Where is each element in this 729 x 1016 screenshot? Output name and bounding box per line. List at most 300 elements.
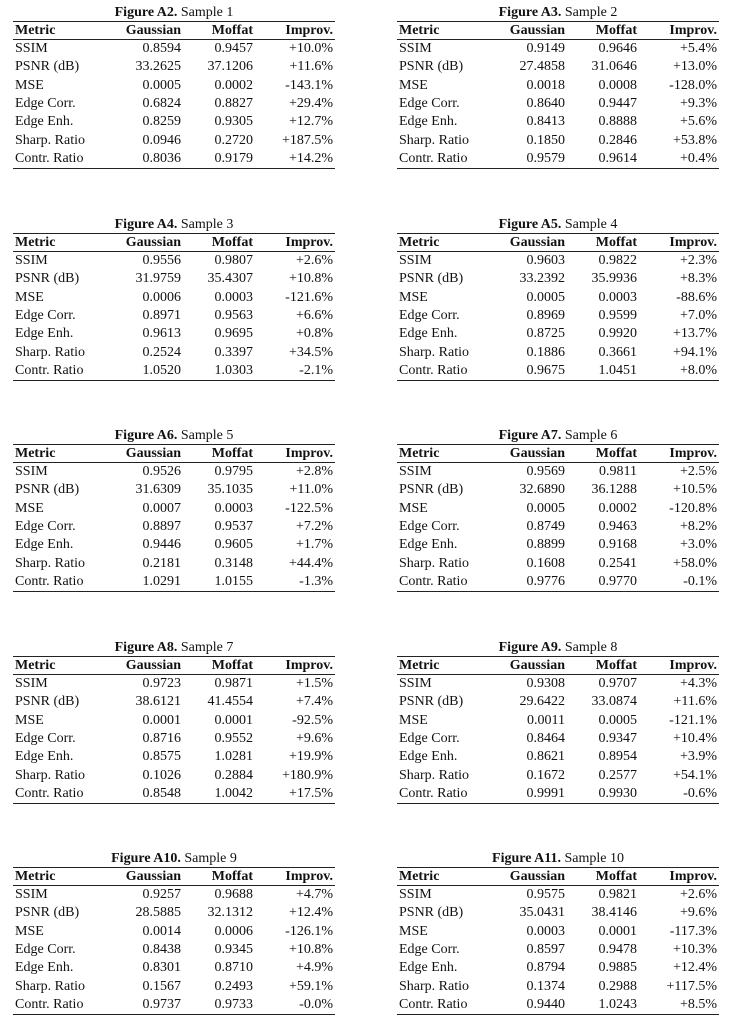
cell-metric: Edge Enh. xyxy=(399,537,458,553)
table-row xyxy=(397,996,719,1015)
cell-gaussian: 0.8301 xyxy=(142,960,181,976)
cell-metric: SSIM xyxy=(15,676,48,692)
cell-gaussian: 28.5885 xyxy=(135,905,181,921)
column-header-metric: Metric xyxy=(397,22,493,40)
cell-improvement: +54.1% xyxy=(672,767,717,783)
cell-moffat: 0.0008 xyxy=(598,77,637,93)
cell-improvement: +53.8% xyxy=(672,132,717,148)
table-row xyxy=(397,95,719,113)
cell-metric: PSNR (dB) xyxy=(399,271,464,287)
cell-moffat: 0.9457 xyxy=(214,41,253,57)
cell-moffat: 0.9695 xyxy=(214,326,253,342)
table-row xyxy=(13,150,335,169)
table-caption xyxy=(397,217,719,233)
table-row xyxy=(397,785,719,804)
figure-label: Figure A4. xyxy=(114,217,178,232)
cell-gaussian: 1.0291 xyxy=(109,573,183,592)
column-header-moffat: Moffat xyxy=(183,445,255,463)
cell-gaussian: 0.8259 xyxy=(142,114,181,130)
column-header-improvement: Improv. xyxy=(255,868,335,886)
cell-metric: Edge Enh. xyxy=(15,537,74,553)
cell-moffat: 0.9347 xyxy=(598,731,637,747)
cell-improvement: +7.2% xyxy=(295,519,333,535)
table-row xyxy=(397,573,719,592)
cell-moffat: 0.8827 xyxy=(214,96,253,112)
cell-moffat: 0.8710 xyxy=(214,960,253,976)
table-caption xyxy=(397,640,719,656)
cell-metric: PSNR (dB) xyxy=(399,694,464,710)
cell-metric: Contr. Ratio xyxy=(397,573,493,592)
table-row xyxy=(397,289,719,307)
cell-metric: Edge Corr. xyxy=(399,519,460,535)
cell-improvement: +0.8% xyxy=(295,326,333,342)
column-header-moffat: Moffat xyxy=(567,657,639,675)
cell-metric: SSIM xyxy=(399,464,432,480)
cell-improvement: -1.3% xyxy=(255,573,335,592)
cell-metric: Contr. Ratio xyxy=(13,362,109,381)
cell-metric: Sharp. Ratio xyxy=(399,767,469,783)
cell-moffat: 32.1312 xyxy=(207,905,253,921)
cell-improvement: +4.7% xyxy=(295,887,333,903)
cell-gaussian: 0.8438 xyxy=(142,942,181,958)
cell-gaussian: 0.9446 xyxy=(142,537,181,553)
cell-improvement: +5.4% xyxy=(679,41,717,57)
figure-title: Sample 1 xyxy=(180,5,234,20)
table-row xyxy=(13,554,335,572)
column-header-moffat: Moffat xyxy=(567,868,639,886)
cell-gaussian: 0.0001 xyxy=(142,712,181,728)
column-header-gaussian: Gaussian xyxy=(109,868,183,886)
cell-improvement: +2.8% xyxy=(295,464,333,480)
table-caption xyxy=(397,5,719,21)
cell-improvement: +1.5% xyxy=(295,676,333,692)
cell-gaussian: 0.8575 xyxy=(142,749,181,765)
column-header-moffat: Moffat xyxy=(183,234,255,252)
cell-metric: Contr. Ratio xyxy=(13,785,109,804)
cell-gaussian: 0.8597 xyxy=(526,942,565,958)
cell-gaussian: 0.8413 xyxy=(526,114,565,130)
table-row xyxy=(13,131,335,149)
cell-improvement: +5.6% xyxy=(679,114,717,130)
column-header-metric: Metric xyxy=(397,445,493,463)
cell-metric: Sharp. Ratio xyxy=(15,344,85,360)
cell-moffat: 0.9885 xyxy=(598,960,637,976)
cell-improvement: +11.0% xyxy=(289,482,333,498)
table-caption xyxy=(13,640,335,656)
cell-improvement: +8.3% xyxy=(679,271,717,287)
cell-improvement: +19.9% xyxy=(288,749,333,765)
column-header-improvement: Improv. xyxy=(639,445,719,463)
metrics-table xyxy=(397,656,719,804)
cell-gaussian: 0.0005 xyxy=(526,500,565,516)
table-row xyxy=(13,996,335,1015)
cell-metric: Sharp. Ratio xyxy=(15,978,85,994)
column-header-metric: Metric xyxy=(13,657,109,675)
table-row xyxy=(13,693,335,711)
table-row xyxy=(397,693,719,711)
table-caption xyxy=(397,428,719,444)
cell-gaussian: 0.0003 xyxy=(526,923,565,939)
table-row xyxy=(13,500,335,518)
header-row xyxy=(13,868,335,886)
cell-gaussian: 0.8036 xyxy=(109,150,183,169)
table-caption xyxy=(13,851,335,867)
cell-gaussian: 0.8899 xyxy=(526,537,565,553)
cell-moffat: 0.9345 xyxy=(214,942,253,958)
cell-metric: MSE xyxy=(15,500,44,516)
cell-gaussian: 0.8716 xyxy=(142,731,181,747)
table-row xyxy=(13,270,335,288)
cell-improvement: +10.8% xyxy=(288,271,333,287)
table-row xyxy=(397,481,719,499)
cell-gaussian: 0.8594 xyxy=(142,41,181,57)
figure-label: Figure A7. xyxy=(498,428,562,443)
cell-moffat: 0.3148 xyxy=(214,555,253,571)
cell-gaussian: 0.1567 xyxy=(142,978,181,994)
table-row xyxy=(397,766,719,784)
cell-moffat: 0.2720 xyxy=(214,132,253,148)
cell-moffat: 36.1288 xyxy=(591,482,637,498)
column-header-moffat: Moffat xyxy=(567,234,639,252)
cell-gaussian: 0.8548 xyxy=(109,785,183,804)
results-table-5 xyxy=(13,428,335,592)
cell-gaussian: 0.9526 xyxy=(142,464,181,480)
cell-gaussian: 0.9556 xyxy=(142,253,181,269)
table-row xyxy=(13,785,335,804)
table-row xyxy=(397,675,719,694)
table-row xyxy=(13,95,335,113)
cell-moffat: 1.0042 xyxy=(183,785,255,804)
cell-improvement: +3.9% xyxy=(679,749,717,765)
cell-metric: Sharp. Ratio xyxy=(15,132,85,148)
cell-improvement: -92.5% xyxy=(292,712,333,728)
cell-improvement: -126.1% xyxy=(285,923,333,939)
cell-gaussian: 0.1026 xyxy=(142,767,181,783)
column-header-gaussian: Gaussian xyxy=(493,234,567,252)
cell-moffat: 0.9537 xyxy=(214,519,253,535)
cell-metric: Contr. Ratio xyxy=(397,996,493,1015)
cell-moffat: 0.0003 xyxy=(214,500,253,516)
cell-moffat: 41.4554 xyxy=(207,694,253,710)
header-row xyxy=(13,234,335,252)
table-caption xyxy=(13,217,335,233)
table-row xyxy=(397,325,719,343)
table-row xyxy=(397,77,719,95)
metrics-table xyxy=(13,444,335,592)
cell-moffat: 1.0155 xyxy=(183,573,255,592)
column-header-metric: Metric xyxy=(397,868,493,886)
cell-moffat: 31.0646 xyxy=(591,59,637,75)
cell-improvement: -2.1% xyxy=(255,362,335,381)
cell-gaussian: 0.9776 xyxy=(493,573,567,592)
cell-improvement: +13.7% xyxy=(672,326,717,342)
cell-metric: PSNR (dB) xyxy=(15,271,80,287)
cell-metric: SSIM xyxy=(399,676,432,692)
cell-gaussian: 0.8725 xyxy=(526,326,565,342)
results-table-4 xyxy=(397,217,719,381)
cell-moffat: 0.9599 xyxy=(598,308,637,324)
cell-metric: Edge Corr. xyxy=(399,96,460,112)
table-row xyxy=(13,941,335,959)
table-row xyxy=(13,40,335,59)
cell-gaussian: 0.9579 xyxy=(493,150,567,169)
figure-label: Figure A8. xyxy=(114,640,178,655)
table-row xyxy=(13,463,335,482)
cell-gaussian: 0.6824 xyxy=(142,96,181,112)
figure-label: Figure A6. xyxy=(114,428,178,443)
cell-metric: Edge Corr. xyxy=(15,519,76,535)
cell-improvement: +2.3% xyxy=(679,253,717,269)
cell-improvement: +6.6% xyxy=(295,308,333,324)
table-caption xyxy=(13,5,335,21)
cell-improvement: -0.6% xyxy=(639,785,719,804)
figure-label: Figure A11. xyxy=(492,851,561,866)
table-row xyxy=(13,536,335,554)
table-row xyxy=(13,766,335,784)
cell-moffat: 35.1035 xyxy=(207,482,253,498)
column-header-moffat: Moffat xyxy=(183,868,255,886)
cell-gaussian: 0.9737 xyxy=(109,996,183,1015)
cell-improvement: +12.4% xyxy=(288,905,333,921)
table-row xyxy=(13,481,335,499)
table-row xyxy=(13,58,335,76)
results-table-2 xyxy=(397,5,719,169)
cell-metric: Edge Enh. xyxy=(15,960,74,976)
cell-metric: Contr. Ratio xyxy=(13,150,109,169)
column-header-gaussian: Gaussian xyxy=(109,234,183,252)
figure-title: Sample 5 xyxy=(180,428,234,443)
table-row xyxy=(13,252,335,271)
figure-label: Figure A3. xyxy=(498,5,562,20)
cell-moffat: 35.4307 xyxy=(207,271,253,287)
metrics-table xyxy=(13,867,335,1015)
cell-moffat: 0.0001 xyxy=(598,923,637,939)
table-row xyxy=(397,904,719,922)
cell-improvement: +0.4% xyxy=(639,150,719,169)
table-row xyxy=(397,150,719,169)
cell-moffat: 0.9920 xyxy=(598,326,637,342)
cell-gaussian: 0.9308 xyxy=(526,676,565,692)
table-row xyxy=(397,58,719,76)
cell-metric: Edge Corr. xyxy=(399,308,460,324)
cell-gaussian: 1.0520 xyxy=(109,362,183,381)
cell-metric: Edge Corr. xyxy=(399,942,460,958)
column-header-metric: Metric xyxy=(397,234,493,252)
cell-moffat: 0.0006 xyxy=(214,923,253,939)
column-header-moffat: Moffat xyxy=(183,22,255,40)
cell-moffat: 0.9447 xyxy=(598,96,637,112)
cell-metric: Edge Corr. xyxy=(399,731,460,747)
cell-metric: Edge Enh. xyxy=(15,114,74,130)
table-row xyxy=(397,554,719,572)
cell-moffat: 0.9605 xyxy=(214,537,253,553)
metrics-table xyxy=(397,233,719,381)
cell-metric: Sharp. Ratio xyxy=(399,132,469,148)
cell-gaussian: 0.0018 xyxy=(526,77,565,93)
cell-gaussian: 0.1850 xyxy=(526,132,565,148)
cell-moffat: 0.9822 xyxy=(598,253,637,269)
cell-metric: SSIM xyxy=(399,41,432,57)
table-row xyxy=(13,343,335,361)
cell-metric: Edge Enh. xyxy=(399,960,458,976)
cell-improvement: +9.6% xyxy=(679,905,717,921)
cell-moffat: 35.9936 xyxy=(591,271,637,287)
cell-gaussian: 0.9675 xyxy=(493,362,567,381)
cell-improvement: +12.4% xyxy=(672,960,717,976)
cell-metric: SSIM xyxy=(15,887,48,903)
cell-improvement: -0.0% xyxy=(255,996,335,1015)
cell-metric: Edge Corr. xyxy=(15,942,76,958)
cell-moffat: 33.0874 xyxy=(591,694,637,710)
table-row xyxy=(397,977,719,995)
cell-improvement: +117.5% xyxy=(666,978,717,994)
cell-moffat: 0.8888 xyxy=(598,114,637,130)
cell-metric: Edge Corr. xyxy=(15,308,76,324)
results-table-9 xyxy=(13,851,335,1015)
cell-moffat: 0.9552 xyxy=(214,731,253,747)
column-header-metric: Metric xyxy=(13,445,109,463)
cell-gaussian: 0.0946 xyxy=(142,132,181,148)
table-row xyxy=(13,886,335,905)
cell-gaussian: 33.2392 xyxy=(519,271,565,287)
cell-metric: PSNR (dB) xyxy=(399,905,464,921)
table-row xyxy=(397,730,719,748)
header-row xyxy=(397,445,719,463)
cell-gaussian: 0.2524 xyxy=(142,344,181,360)
cell-improvement: +8.5% xyxy=(639,996,719,1015)
cell-metric: PSNR (dB) xyxy=(399,482,464,498)
figure-label: Figure A5. xyxy=(498,217,562,232)
column-header-gaussian: Gaussian xyxy=(109,22,183,40)
cell-gaussian: 0.0011 xyxy=(527,712,565,728)
cell-moffat: 0.9168 xyxy=(598,537,637,553)
cell-metric: Sharp. Ratio xyxy=(15,555,85,571)
cell-improvement: +4.9% xyxy=(295,960,333,976)
cell-improvement: +8.0% xyxy=(639,362,719,381)
results-table-8 xyxy=(397,640,719,804)
figure-label: Figure A10. xyxy=(111,851,181,866)
cell-moffat: 0.9478 xyxy=(598,942,637,958)
cell-metric: SSIM xyxy=(399,253,432,269)
cell-metric: Contr. Ratio xyxy=(397,362,493,381)
cell-improvement: +11.6% xyxy=(673,694,717,710)
table-row xyxy=(397,518,719,536)
cell-moffat: 0.2577 xyxy=(598,767,637,783)
cell-moffat: 0.9707 xyxy=(598,676,637,692)
cell-gaussian: 0.8640 xyxy=(526,96,565,112)
table-row xyxy=(13,518,335,536)
results-table-3 xyxy=(13,217,335,381)
cell-gaussian: 0.9569 xyxy=(526,464,565,480)
cell-gaussian: 29.6422 xyxy=(519,694,565,710)
cell-metric: MSE xyxy=(399,712,428,728)
figure-label: Figure A2. xyxy=(114,5,178,20)
column-header-improvement: Improv. xyxy=(255,22,335,40)
metrics-table xyxy=(13,21,335,169)
table-row xyxy=(397,362,719,381)
cell-metric: Sharp. Ratio xyxy=(399,555,469,571)
table-row xyxy=(397,959,719,977)
cell-improvement: +10.8% xyxy=(288,942,333,958)
cell-moffat: 0.0001 xyxy=(214,712,253,728)
cell-improvement: +44.4% xyxy=(288,555,333,571)
cell-gaussian: 0.9575 xyxy=(526,887,565,903)
header-row xyxy=(13,22,335,40)
table-row xyxy=(13,307,335,325)
column-header-gaussian: Gaussian xyxy=(109,445,183,463)
cell-moffat: 0.9821 xyxy=(598,887,637,903)
cell-gaussian: 0.8897 xyxy=(142,519,181,535)
cell-improvement: -143.1% xyxy=(285,77,333,93)
cell-metric: PSNR (dB) xyxy=(15,482,80,498)
metrics-table xyxy=(397,867,719,1015)
results-table-1 xyxy=(13,5,335,169)
column-header-metric: Metric xyxy=(13,22,109,40)
cell-gaussian: 0.0007 xyxy=(142,500,181,516)
cell-gaussian: 31.6309 xyxy=(135,482,181,498)
table-row xyxy=(13,959,335,977)
table-row xyxy=(397,941,719,959)
cell-moffat: 0.9770 xyxy=(567,573,639,592)
cell-moffat: 0.9614 xyxy=(567,150,639,169)
cell-moffat: 0.2541 xyxy=(598,555,637,571)
column-header-metric: Metric xyxy=(13,234,109,252)
cell-gaussian: 0.8969 xyxy=(526,308,565,324)
cell-gaussian: 0.9613 xyxy=(142,326,181,342)
table-row xyxy=(13,573,335,592)
cell-improvement: +10.0% xyxy=(288,41,333,57)
cell-gaussian: 0.0005 xyxy=(526,289,565,305)
cell-gaussian: 33.2625 xyxy=(135,59,181,75)
table-row xyxy=(397,712,719,730)
cell-gaussian: 38.6121 xyxy=(135,694,181,710)
cell-metric: Edge Enh. xyxy=(15,749,74,765)
column-header-metric: Metric xyxy=(13,868,109,886)
header-row xyxy=(397,657,719,675)
table-caption xyxy=(13,428,335,444)
table-row xyxy=(397,307,719,325)
cell-improvement: +17.5% xyxy=(255,785,335,804)
cell-improvement: -122.5% xyxy=(285,500,333,516)
table-row xyxy=(13,362,335,381)
cell-moffat: 0.2493 xyxy=(214,978,253,994)
cell-improvement: +10.5% xyxy=(672,482,717,498)
cell-moffat: 1.0243 xyxy=(567,996,639,1015)
cell-metric: MSE xyxy=(399,77,428,93)
cell-gaussian: 0.0005 xyxy=(142,77,181,93)
figure-title: Sample 8 xyxy=(564,640,618,655)
cell-gaussian: 0.2181 xyxy=(142,555,181,571)
cell-gaussian: 31.9759 xyxy=(135,271,181,287)
cell-moffat: 0.3661 xyxy=(598,344,637,360)
cell-moffat: 0.0002 xyxy=(214,77,253,93)
cell-metric: Sharp. Ratio xyxy=(399,344,469,360)
cell-metric: Edge Enh. xyxy=(399,326,458,342)
figure-title: Sample 2 xyxy=(564,5,618,20)
cell-improvement: +10.3% xyxy=(672,942,717,958)
cell-metric: MSE xyxy=(15,77,44,93)
table-row xyxy=(397,923,719,941)
table-row xyxy=(397,886,719,905)
column-header-gaussian: Gaussian xyxy=(493,445,567,463)
results-table-7 xyxy=(13,640,335,804)
cell-improvement: -128.0% xyxy=(669,77,717,93)
cell-improvement: +11.6% xyxy=(289,59,333,75)
cell-moffat: 38.4146 xyxy=(591,905,637,921)
cell-moffat: 0.0003 xyxy=(598,289,637,305)
column-header-moffat: Moffat xyxy=(183,657,255,675)
table-row xyxy=(13,712,335,730)
